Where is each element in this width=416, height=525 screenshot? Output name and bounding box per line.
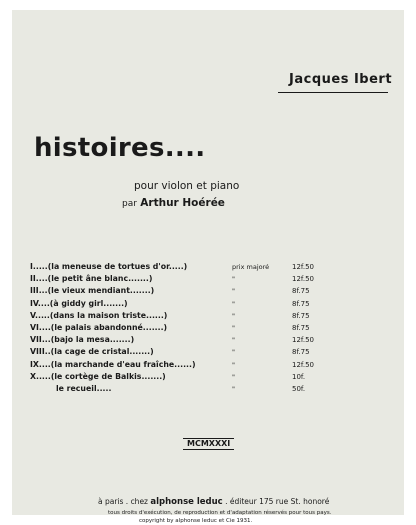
publication-year: MCMXXXI: [183, 438, 234, 450]
price-note: ": [232, 384, 235, 393]
cover-title: histoires....: [34, 133, 206, 163]
piece-price: 8f.75: [292, 299, 310, 308]
price-note: prix majoré: [232, 263, 270, 271]
collection-price: 50f.: [292, 384, 306, 393]
price-note: ": [232, 311, 235, 320]
publisher-address: . éditeur 175 rue St. honoré: [225, 497, 330, 506]
contents-item: [30, 359, 330, 371]
publisher-name: alphonse leduc: [150, 497, 223, 507]
piece-price: 8f.75: [292, 348, 310, 357]
piece-title: VII...(bajo la mesa.......): [30, 335, 135, 345]
contents-item: [30, 273, 330, 285]
contents-item: [30, 334, 330, 346]
piece-title: IV....(à giddy girl.......): [30, 298, 128, 308]
piece-price: 10f.: [292, 372, 306, 381]
price-note: ": [232, 336, 235, 345]
contents-total: [30, 383, 330, 395]
price-note: ": [232, 360, 235, 369]
price-note: ": [232, 323, 235, 332]
contents-item: [30, 310, 330, 322]
publisher-line: [98, 497, 398, 507]
collection-title: le recueil.....: [56, 383, 112, 393]
price-note: ": [232, 299, 235, 308]
rights-notice: tous droits d'exécution, de reproduction et d'adaptation réservés pour tous pays.: [108, 510, 332, 516]
piece-price: 12f.50: [292, 336, 314, 345]
contents-list: [30, 261, 330, 395]
copyright-notice: copyright by alphonse leduc et Cie 1931.: [139, 518, 253, 524]
contents-item: [30, 261, 330, 273]
price-note: ": [232, 372, 235, 381]
contents-item: [30, 285, 330, 297]
piece-price: 8f.75: [292, 287, 310, 296]
price-note: ": [232, 287, 235, 296]
piece-price: 12f.50: [292, 275, 314, 284]
arranger-name: Arthur Hoérée: [140, 197, 225, 209]
piece-title: I.....(la meneuse de tortues d'or.....): [30, 262, 188, 271]
contents-item: [30, 322, 330, 334]
price-note: ": [232, 348, 235, 357]
piece-price: 8f.75: [292, 311, 310, 320]
piece-title: II....(le petit âne blanc.......): [30, 274, 153, 284]
piece-title: III...(le vieux mendiant.......): [30, 286, 155, 296]
arranger-credit: [122, 197, 225, 209]
cover-subtitle: pour violon et piano: [134, 180, 240, 192]
price-note: ": [232, 275, 235, 284]
piece-price: 12f.50: [292, 263, 314, 271]
composer-name: Jacques Ibert: [289, 72, 393, 87]
piece-title: IX....(la marchande d'eau fraîche......): [30, 359, 196, 369]
publisher-city: à paris . chez: [98, 497, 148, 506]
arranger-prefix: par: [122, 199, 137, 209]
piece-title: X.....(le cortège de Balkis.......): [30, 371, 166, 381]
piece-price: 8f.75: [292, 323, 310, 332]
piece-title: VIII..(la cage de cristal.......): [30, 347, 154, 357]
score-cover: [12, 10, 404, 524]
piece-price: 12f.50: [292, 360, 314, 369]
contents-item: [30, 346, 330, 358]
contents-item: [30, 371, 330, 383]
piece-title: V.....(dans la maison triste......): [30, 310, 168, 320]
piece-title: VI....(le palais abandonné.......): [30, 322, 168, 332]
composer-underline: [278, 92, 388, 93]
contents-item: [30, 298, 330, 310]
